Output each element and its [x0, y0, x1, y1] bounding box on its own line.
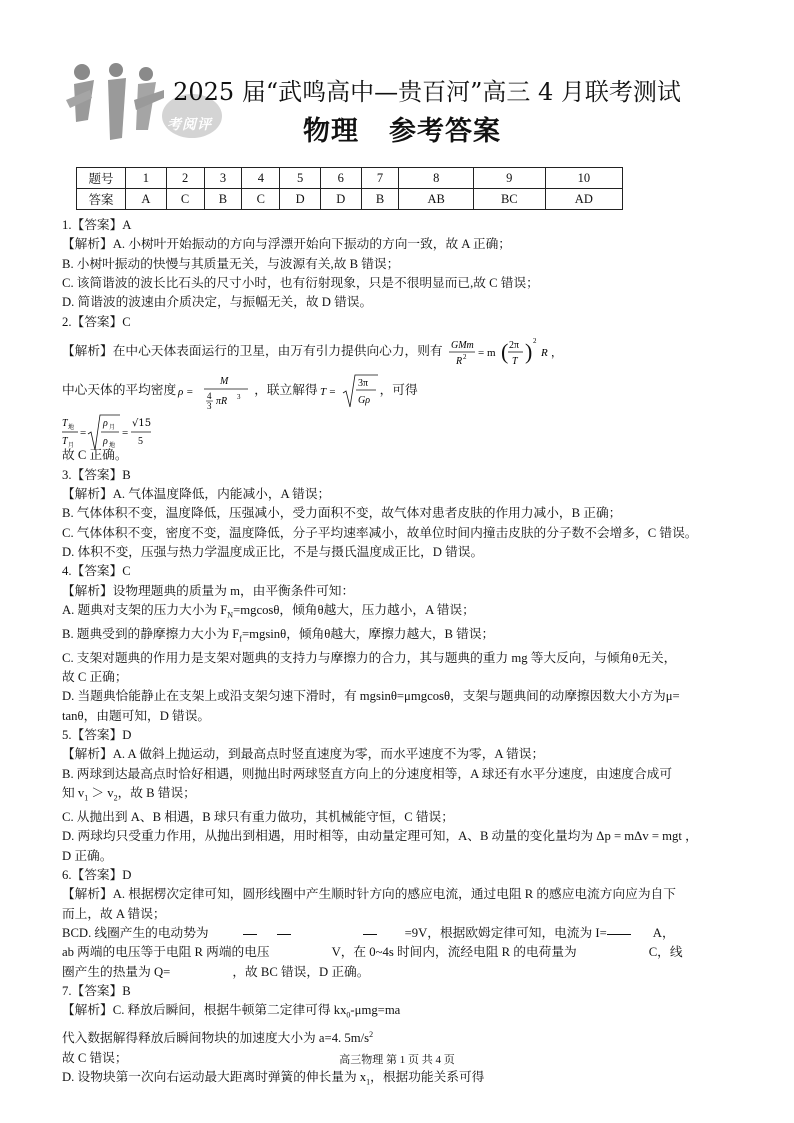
text-span: ＞ v — [88, 786, 114, 801]
formula-text: 3 — [237, 393, 241, 402]
text-line: B. 小树叶振动的快慢与其质量无关，与波源有关,故 B 错误； — [62, 256, 400, 271]
text-line: C. 该简谐波的波长比石头的尺寸小时，也有衍射现象，只是不很明显而已,故 C 错误； — [62, 276, 539, 291]
text-line: D. 简谐波的波速由介质决定，与振幅无关，故 D 错误。 — [62, 295, 373, 310]
text-span: -μmg=ma — [350, 1003, 401, 1018]
text-line: 【解析】A. 气体温度降低，内能减小，A 错误； — [62, 486, 331, 501]
formula-text: 2 — [532, 337, 537, 346]
text-line: D. 体积不变，压强与热力学温度成正比，不是与摄氏温度成正比，D 错误。 — [62, 544, 484, 559]
formula-text: Gρ — [357, 395, 370, 407]
formula-text: = — [80, 427, 87, 440]
formula-text: 3 — [207, 401, 212, 412]
text-sub: N — [227, 610, 234, 620]
svg-text:): ) — [524, 339, 532, 365]
formula-text: 5 — [138, 436, 143, 448]
text-line: 2.【答案】C — [62, 314, 131, 329]
logo-stamp-text: 考阅评 — [167, 117, 212, 133]
text-line — [62, 784, 742, 808]
table-cell: 1 — [126, 168, 167, 189]
text-line: 【解析】A. 根据楞次定律可知，圆形线圈中产生顺时针方向的感应电流，通过电阻 R 的感应电流方向应为自下 — [62, 887, 676, 902]
text-span: C，线 — [648, 945, 683, 960]
text-span: 【解析】在中心天体表面运行的卫星，由万有引力提供向心力，则有 — [62, 344, 443, 359]
text-line: 而上，故 A 错误； — [62, 906, 166, 921]
text-span: A. 题典对支架的压力大小为 F — [62, 602, 228, 617]
text-line: 【解析】A. 小树叶开始振动的方向与浮漂开始向下振动的方向一致，故 A 正确； — [62, 237, 511, 252]
text-line — [62, 1001, 742, 1025]
formula-text: 2 — [462, 353, 467, 362]
formula-text: GMm — [450, 340, 474, 352]
table-cell: 10 — [545, 168, 622, 189]
table-cell: 7 — [361, 168, 399, 189]
text-span: BCD. 线圈产生的电动势为 — [62, 926, 209, 941]
answer-body — [62, 216, 742, 1092]
text-span: ，根据功能关系可得 — [370, 1070, 485, 1085]
text-line: 7.【答案】B — [62, 984, 131, 999]
text-line: 4.【答案】C — [62, 564, 131, 579]
text-line: 5.【答案】D — [62, 728, 132, 743]
formula-text: R — [540, 347, 548, 360]
text-line: 6.【答案】D — [62, 868, 132, 883]
text-line: D. 两球均只受重力作用，从抛出到相遇，用时相等，由动量定理可知，A、B 动量的变化量均为 Δp = mΔv = mgt ， — [62, 829, 698, 844]
answer-table — [76, 167, 623, 210]
text-span: B. 题典受到的静摩擦力大小为 F — [62, 626, 240, 641]
formula-text: ρ — [103, 436, 108, 448]
formula-text: T — [62, 418, 68, 430]
table-cell: 6 — [320, 168, 361, 189]
text-line: C. 气体体积不变，密度不变，温度降低，分子平均速率减小，故单位时间内撞击皮肤的分子数不会增多，C 错误。 — [62, 525, 698, 540]
formula-text: 4 — [207, 391, 212, 402]
text-span: ，故 B 错误； — [117, 786, 196, 801]
formula-gravity — [443, 335, 573, 369]
text-line — [62, 924, 742, 943]
table-cell: 8 — [399, 168, 473, 189]
table-cell: AB — [399, 189, 473, 210]
text-line — [62, 601, 742, 625]
table-header-cell: 答案 — [77, 189, 126, 210]
text-sub: 0 — [346, 1010, 351, 1020]
text-span: 代入数据解得释放后瞬间物块的加速度大小为 a=4. 5m/s — [62, 1031, 370, 1046]
formula-text: T — [511, 356, 518, 368]
text-line: 故 C 正确； — [62, 670, 128, 685]
table-cell: C — [166, 189, 204, 210]
text-line — [62, 1025, 742, 1049]
fraction-bar — [607, 934, 631, 935]
text-span: 知 v — [62, 786, 85, 801]
table-header-cell: 题号 — [77, 168, 126, 189]
formula-text: T = — [319, 386, 336, 399]
text-line: 【解析】设物理题典的质量为 m，由平衡条件可知： — [62, 583, 355, 598]
formula-text: = m — [477, 347, 496, 360]
text-span: =mgsinθ，倾角θ越大，摩擦力越大，B 错误； — [241, 626, 495, 641]
table-cell: 9 — [473, 168, 545, 189]
subtitle-answers: 参考答案 — [389, 116, 501, 147]
table-cell: B — [204, 189, 242, 210]
table-cell: AD — [545, 189, 622, 210]
text-sub: 1 — [366, 1077, 371, 1087]
formula-period — [318, 371, 380, 411]
formula-text: πR — [216, 396, 228, 408]
text-line — [62, 963, 742, 982]
text-span: =mgcosθ，倾角θ越大，压力越小，A 错误； — [233, 602, 475, 617]
formula-text: T — [62, 436, 68, 448]
text-span: ，联立解得 — [254, 383, 318, 398]
text-sub: 1 — [84, 793, 89, 803]
text-line: tanθ，由题可知，D 错误。 — [62, 708, 211, 723]
text-line — [62, 370, 742, 411]
svg-text:(: ( — [500, 339, 508, 365]
text-line: B. 气体体积不变，温度降低，压强减小，受力面积不变，故气体对患者皮肤的作用力减小，B 正确； — [62, 506, 622, 521]
formula-text: 地 — [68, 424, 75, 432]
text-line — [62, 332, 742, 370]
text-line: D 正确。 — [62, 848, 113, 863]
formula-text: 月 — [109, 424, 116, 432]
text-line — [62, 1068, 742, 1092]
text-span: 中心天体的平均密度 — [62, 383, 177, 398]
page-subtitle — [0, 115, 794, 149]
formula-text: ρ = — [178, 386, 194, 399]
subtitle-subject: 物理 — [303, 116, 359, 147]
table-cell: BC — [473, 189, 545, 210]
text-line: 故 C 正确。 — [62, 448, 128, 463]
page-footer: 高三物理 第 1 页 共 4 页 — [339, 1054, 455, 1066]
formula-text: = — [122, 427, 129, 440]
text-line: D. 当题典恰能静止在支架上或沿支架匀速下滑时，有 mgsinθ=μmgcosθ，支架与题典间的动摩擦因数大小方为μ= — [62, 689, 680, 704]
answer-table-answer-row — [77, 189, 623, 210]
text-span: ，故 BC 错误，D 正确。 — [232, 964, 370, 979]
text-span: =9V，根据欧姆定律可知，电流为 I= — [404, 926, 607, 941]
text-span: 圈产生的热量为 Q= — [62, 964, 171, 979]
formula-density — [176, 371, 254, 411]
text-line — [62, 625, 742, 649]
table-cell: 5 — [280, 168, 321, 189]
text-line: C. 支架对题典的作用力是支架对题典的支持力与摩擦力的合力，其与题典的重力 mg 等大反向，与倾角θ无关， — [62, 650, 677, 665]
table-cell: C — [242, 189, 280, 210]
text-sub: 2 — [113, 793, 118, 803]
formula-text: ， — [550, 347, 562, 360]
table-cell: A — [126, 189, 167, 210]
page-title: 2025 届“武鸣高中—贵百河”高三 4 月联考测试 — [173, 78, 681, 106]
text-span: ab 两端的电压等于电阻 R 两端的电压 — [62, 945, 270, 960]
table-cell: B — [361, 189, 399, 210]
text-span: D. 设物块第一次向右运动最大距离时弹簧的伸长量为 x — [62, 1070, 367, 1085]
formula-text: R — [455, 356, 462, 368]
formula-text: ρ — [103, 418, 108, 430]
text-line: B. 两球到达最高点时恰好相遇，则抛出时两球竖直方向上的分速度相等，A 球还有水平分速度，由速度合成可 — [62, 766, 673, 781]
formula-text: M — [220, 376, 229, 388]
answer-table-number-row — [77, 168, 623, 189]
table-cell: 4 — [242, 168, 280, 189]
text-sub: f — [239, 634, 242, 644]
formula-text: 2π — [508, 340, 519, 352]
table-cell: 2 — [166, 168, 204, 189]
text-span: 【解析】C. 释放后瞬间，根据牛顿第二定律可得 kx — [62, 1003, 347, 1018]
fraction-bar — [277, 934, 291, 935]
text-line — [62, 943, 742, 962]
formula-text: 月 — [68, 442, 75, 450]
table-cell: 3 — [204, 168, 242, 189]
formula-text: 地 — [109, 442, 116, 450]
table-cell: D — [280, 189, 321, 210]
text-line: C. 从抛出到 A、B 相遇，B 球只有重力做功，其机械能守恒，C 错误； — [62, 810, 454, 824]
text-line: 故 C 错误； — [62, 1050, 128, 1065]
text-span: V，在 0~4s 时间内，流经电阻 R 的电荷量为 — [331, 945, 577, 960]
fraction-bar — [363, 934, 377, 935]
text-line: 3.【答案】B — [62, 467, 131, 482]
text-line: 1.【答案】A — [62, 218, 132, 232]
text-span: A， — [652, 926, 675, 941]
text-line: 【解析】A. A 做斜上抛运动，到最高点时竖直速度为零，而水平速度不为零，A 错误； — [62, 747, 545, 762]
text-span: ，可得 — [379, 383, 418, 398]
text-sup: 2 — [369, 1030, 374, 1040]
formula-text: √15 — [132, 418, 152, 430]
fraction-bar — [243, 934, 257, 935]
table-cell: D — [320, 189, 361, 210]
formula-text: 3π — [357, 378, 368, 390]
